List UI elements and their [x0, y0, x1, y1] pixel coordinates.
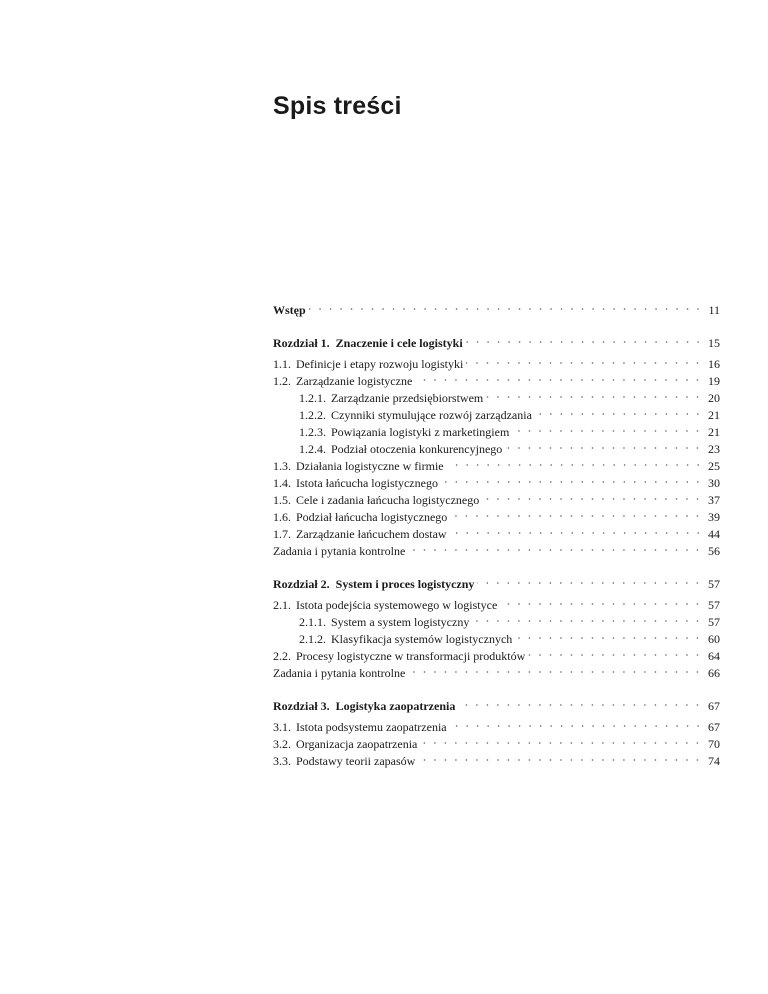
toc-entry-label: Zadania i pytania kontrolne [273, 666, 406, 680]
toc-subentry[interactable] [273, 407, 720, 424]
toc-page-number: 19 [708, 374, 720, 388]
toc-entry-label: Istota podsystemu zaopatrzenia [296, 720, 447, 734]
toc-entry[interactable] [273, 356, 720, 373]
toc-entry-number: 2.1.2. [299, 632, 326, 646]
toc-chapter-2[interactable] [273, 576, 720, 593]
dot-leader [450, 724, 703, 728]
toc-entry-label: Logistyka zaopatrzenia [335, 699, 456, 713]
toc-entry-label: Cele i zadania łańcucha logistycznego [296, 493, 480, 507]
toc-entry-number: 1.6. [273, 510, 291, 524]
toc-entry-label: Czynniki stymulujące rozwój zarządzania [331, 408, 532, 422]
toc-subentry[interactable] [273, 631, 720, 648]
toc-entry-number: 1.3. [273, 459, 291, 473]
toc-entry[interactable] [273, 526, 720, 543]
toc-entry[interactable] [273, 543, 720, 560]
toc-entry[interactable] [273, 492, 720, 509]
dot-leader [408, 548, 703, 552]
toc-entry-label: Definicje i etapy rozwoju logistyki [296, 357, 464, 371]
dot-leader [408, 670, 703, 674]
toc-entry-label: Powiązania logistyki z marketingiem [331, 425, 510, 439]
dot-leader [309, 307, 703, 311]
toc-subentry[interactable] [273, 614, 720, 631]
toc-entry-intro[interactable] [273, 302, 720, 319]
dot-leader [441, 480, 703, 484]
toc-subentry[interactable] [273, 441, 720, 458]
toc-entry-number: 1.2. [273, 374, 291, 388]
toc-entry-label: Podział łańcucha logistycznego [296, 510, 448, 524]
dot-leader [505, 446, 703, 450]
toc-entry[interactable] [273, 458, 720, 475]
page-title: Spis treści [273, 92, 402, 120]
toc-page-number: 37 [708, 493, 720, 507]
dot-leader [450, 514, 703, 518]
dot-leader [458, 703, 703, 707]
table-of-contents [273, 302, 720, 770]
toc-chapter-3[interactable] [273, 698, 720, 715]
toc-page-number: 74 [708, 754, 720, 768]
toc-entry-number: 1.2.2. [299, 408, 326, 422]
dot-leader [528, 653, 703, 657]
dot-leader [482, 497, 703, 501]
dot-leader [477, 581, 703, 585]
toc-subentry[interactable] [273, 424, 720, 441]
toc-entry-number: 1.5. [273, 493, 291, 507]
toc-entry-label: Działania logistyczne w firmie [296, 459, 444, 473]
toc-page-number: 15 [708, 336, 720, 350]
dot-leader [515, 636, 703, 640]
toc-page-number: 57 [708, 577, 720, 591]
toc-page-number: 67 [708, 720, 720, 734]
dot-leader [418, 758, 703, 762]
toc-entry[interactable] [273, 475, 720, 492]
toc-entry-number: 2.1. [273, 598, 291, 612]
toc-entry-number: 1.4. [273, 476, 291, 490]
toc-subentry[interactable] [273, 390, 720, 407]
toc-page-number: 56 [708, 544, 720, 558]
toc-page-number: 67 [708, 699, 720, 713]
toc-page-number: 66 [708, 666, 720, 680]
toc-entry-label: Podstawy teorii zapasów [296, 754, 416, 768]
toc-entry[interactable] [273, 597, 720, 614]
toc-page-number: 64 [708, 649, 720, 663]
dot-leader [486, 395, 703, 399]
toc-entry-label: Zadania i pytania kontrolne [273, 544, 406, 558]
toc-chapter-1[interactable] [273, 335, 720, 352]
toc-entry-number: 3.2. [273, 737, 291, 751]
toc-entry-number: 1.2.1. [299, 391, 326, 405]
toc-entry-number: 3.1. [273, 720, 291, 734]
toc-entry-number: 1.2.3. [299, 425, 326, 439]
toc-chapter-number: Rozdział 3. [273, 699, 330, 713]
toc-page-number: 57 [708, 615, 720, 629]
toc-entry-label: Organizacja zaopatrzenia [296, 737, 418, 751]
toc-page-number: 57 [708, 598, 720, 612]
toc-entry-label: System a system logistyczny [331, 615, 470, 629]
toc-page-number: 21 [708, 425, 720, 439]
toc-entry[interactable] [273, 648, 720, 665]
toc-entry-number: 1.7. [273, 527, 291, 541]
toc-entry-label: Procesy logistyczne w transformacji produktów [296, 649, 526, 663]
toc-entry-label: Znaczenie i cele logistyki [335, 336, 463, 350]
toc-entry[interactable] [273, 753, 720, 770]
toc-entry[interactable] [273, 509, 720, 526]
toc-page-number: 11 [708, 303, 720, 317]
dot-leader [420, 741, 703, 745]
toc-chapter-number: Rozdział 2. [273, 577, 330, 591]
dot-leader [415, 378, 703, 382]
toc-page-number: 44 [708, 527, 720, 541]
dot-leader [450, 531, 703, 535]
toc-page-number: 20 [708, 391, 720, 405]
toc-page-number: 16 [708, 357, 720, 371]
toc-entry-number: 2.1.1. [299, 615, 326, 629]
toc-entry-label: Istota podejścia systemowego w logistyce [296, 598, 498, 612]
dot-leader [447, 463, 703, 467]
toc-page-number: 25 [708, 459, 720, 473]
toc-entry-label: Zarządzanie przedsiębiorstwem [331, 391, 484, 405]
toc-entry-label: System i proces logistyczny [335, 577, 475, 591]
toc-entry-label: Zarządzanie łańcuchem dostaw [296, 527, 447, 541]
toc-page-number: 70 [708, 737, 720, 751]
toc-entry-label: Wstęp [273, 303, 306, 317]
toc-page-number: 21 [708, 408, 720, 422]
toc-entry[interactable] [273, 665, 720, 682]
toc-entry-label: Podział otoczenia konkurencyjnego [331, 442, 503, 456]
dot-leader [466, 340, 703, 344]
toc-page-number: 39 [708, 510, 720, 524]
toc-page-number: 23 [708, 442, 720, 456]
dot-leader [466, 361, 703, 365]
toc-entry[interactable] [273, 736, 720, 753]
toc-entry-number: 3.3. [273, 754, 291, 768]
toc-page-number: 60 [708, 632, 720, 646]
toc-entry-number: 2.2. [273, 649, 291, 663]
toc-entry[interactable] [273, 719, 720, 736]
dot-leader [512, 429, 703, 433]
dot-leader [500, 602, 703, 606]
toc-entry-number: 1.1. [273, 357, 291, 371]
toc-entry[interactable] [273, 373, 720, 390]
dot-leader [472, 619, 703, 623]
dot-leader [535, 412, 703, 416]
toc-entry-label: Istota łańcucha logistycznego [296, 476, 438, 490]
toc-chapter-number: Rozdział 1. [273, 336, 330, 350]
toc-page-number: 30 [708, 476, 720, 490]
toc-entry-number: 1.2.4. [299, 442, 326, 456]
toc-entry-label: Klasyfikacja systemów logistycznych [331, 632, 513, 646]
toc-entry-label: Zarządzanie logistyczne [296, 374, 413, 388]
